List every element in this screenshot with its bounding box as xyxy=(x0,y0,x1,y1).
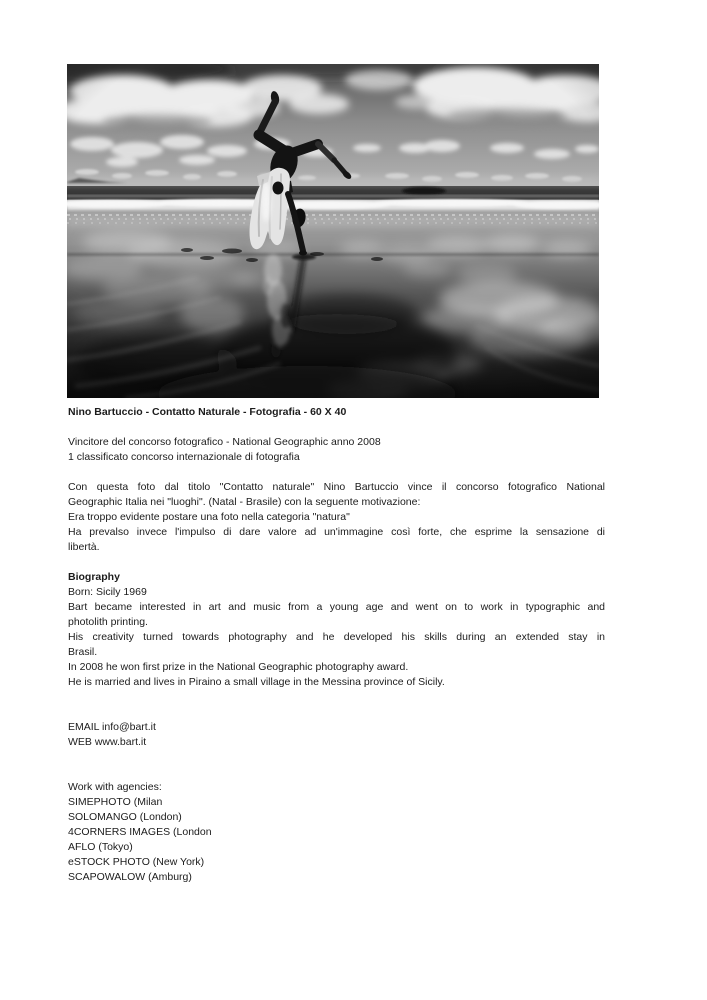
agency-item: SCAPOWALOW (Amburg) xyxy=(68,871,192,883)
description-line: Con questa foto dal titolo "Contatto naturale" Nino Bartuccio vince il concorso fotografico National xyxy=(68,481,605,493)
biography-line: He is married and lives in Piraino a small village in the Messina province of Sicily. xyxy=(68,676,445,688)
agency-item: 4CORNERS IMAGES (London xyxy=(68,826,212,838)
description-line: Era troppo evidente postare una foto nella categoria "natura" xyxy=(68,511,350,523)
biography-line: photolith printing. xyxy=(68,616,148,628)
biography-line: Bart became interested in art and music from a young age and went on to work in typographic and xyxy=(68,601,605,613)
beach-handstand-photo-art xyxy=(67,64,599,398)
document-text xyxy=(68,398,605,885)
page-title: Nino Bartuccio - Contatto Naturale - Fotografia - 60 X 40 xyxy=(68,406,347,418)
description-paragraph xyxy=(68,480,605,555)
biography-line: His creativity turned towards photography and he developed his skills during an extended stay in xyxy=(68,631,605,643)
description-line: Ha prevalso invece l'impulso di dare valore ad un'immagine così forte, che esprime la sensazione di xyxy=(68,526,605,538)
contact-email-line: EMAIL info@bart.it xyxy=(68,721,156,733)
biography-line: In 2008 he won first prize in the National Geographic photography award. xyxy=(68,661,409,673)
contact-web-line: WEB www.bart.it xyxy=(68,736,147,748)
award-line: 1 classificato concorso internazionale di fotografia xyxy=(68,451,300,463)
beach-handstand-photo xyxy=(67,64,599,398)
award-line: Vincitore del concorso fotografico - National Geographic anno 2008 xyxy=(68,436,381,448)
contact-section xyxy=(68,720,605,750)
agency-item: eSTOCK PHOTO (New York) xyxy=(68,856,205,868)
biography-line: Brasil. xyxy=(68,646,98,658)
agency-item: AFLO (Tokyo) xyxy=(68,841,133,853)
agencies-section xyxy=(68,780,605,885)
biography-heading: Biography xyxy=(68,571,120,583)
description-line: Geographic Italia nei "luoghi". (Natal - Brasile) con la seguente motivazione: xyxy=(68,496,421,508)
award-paragraph xyxy=(68,435,605,465)
agencies-heading: Work with agencies: xyxy=(68,781,162,793)
description-line: libertà. xyxy=(68,541,100,553)
agency-item: SIMEPHOTO (Milan xyxy=(68,796,163,808)
biography-section xyxy=(68,570,605,690)
agency-item: SOLOMANGO (London) xyxy=(68,811,182,823)
biography-line: Born: Sicily 1969 xyxy=(68,586,147,598)
